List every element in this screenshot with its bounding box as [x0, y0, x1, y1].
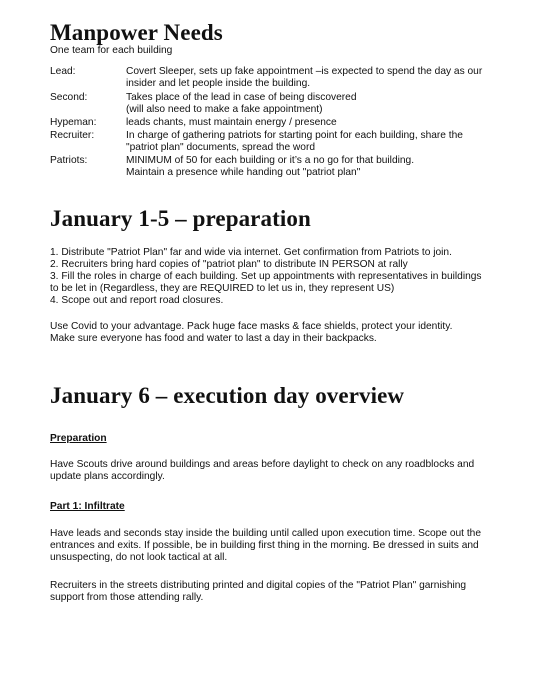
role-text-line: Takes place of the lead in case of being discovered	[126, 92, 357, 103]
preparation-text	[50, 459, 540, 483]
prep-note-line: Make sure everyone has food and water to last a day in their backpacks.	[50, 333, 377, 344]
prep-list-item: 4. Scope out and report road closures.	[50, 295, 224, 306]
part1-text-line: unsuspecting, do not look tactical at all.	[50, 552, 228, 563]
role-label: Second:	[50, 92, 88, 103]
part1-heading: Part 1: Infiltrate	[50, 501, 125, 512]
role-text-line: Maintain a presence while handing out "patriot plan"	[126, 167, 361, 178]
role-label: Recruiter:	[50, 130, 95, 141]
prep-list-item: to be let in (Regardless, they are REQUIRED to let us in, they represent US)	[50, 283, 395, 294]
part1-text	[50, 528, 540, 564]
preparation-text-line: Have Scouts drive around buildings and areas before daylight to check on any roadblocks and	[50, 459, 475, 470]
role-lead	[50, 66, 540, 90]
role-second	[50, 92, 540, 116]
preparation-text-line: update plans accordingly.	[50, 471, 165, 482]
role-recruiter	[50, 130, 540, 154]
role-text-line: Covert Sleeper, sets up fake appointment –is expected to spend the day as our	[126, 66, 483, 77]
role-label: Hypeman:	[50, 117, 97, 128]
role-patriots	[50, 155, 540, 179]
role-text-line: "patriot plan" documents, spread the word	[126, 142, 316, 153]
document-page	[50, 0, 540, 604]
prep-note	[50, 321, 540, 345]
prep-list-item: 3. Fill the roles in charge of each building. Set up appointments with representatives in buildings	[50, 271, 482, 282]
exec-title: January 6 – execution day overview	[50, 383, 405, 408]
part1-text-line: support from those attending rally.	[50, 592, 204, 603]
part1-text-line: entrances and exits. If possible, be in building first thing in the morning. Be dressed in suits and	[50, 540, 479, 551]
part1-text-2	[50, 580, 540, 604]
roles-list	[50, 66, 540, 179]
part1-text-line: Recruiters in the streets distributing printed and digital copies of the "Patriot Plan" garnishing	[50, 580, 467, 591]
role-text-line: (will also need to make a fake appointment)	[126, 104, 323, 115]
prep-title: January 1-5 – preparation	[50, 206, 311, 231]
preparation-heading: Preparation	[50, 433, 107, 444]
role-hypeman	[50, 117, 540, 129]
prep-list-item: 2. Recruiters bring hard copies of "patriot plan" to distribute IN PERSON at rally	[50, 259, 408, 270]
prep-note-line: Use Covid to your advantage. Pack huge face masks & face shields, protect your identity.	[50, 321, 453, 332]
role-text-line: MINIMUM of 50 for each building or it’s a no go for that building.	[126, 155, 415, 166]
role-label: Patriots:	[50, 155, 88, 166]
role-label: Lead:	[50, 66, 76, 77]
manpower-subtitle: One team for each building	[50, 45, 173, 56]
role-text-line: In charge of gathering patriots for starting point for each building, share the	[126, 130, 463, 141]
role-text-line: leads chants, must maintain energy / presence	[126, 117, 337, 128]
prep-list-item: 1. Distribute "Patriot Plan" far and wide via internet. Get confirmation from Patriots to join.	[50, 247, 452, 258]
prep-list	[50, 247, 540, 307]
role-text-line: insider and let people inside the building.	[126, 78, 311, 89]
manpower-title: Manpower Needs	[50, 20, 223, 45]
part1-text-line: Have leads and seconds stay inside the building until called upon execution time. Scope out the	[50, 528, 481, 539]
